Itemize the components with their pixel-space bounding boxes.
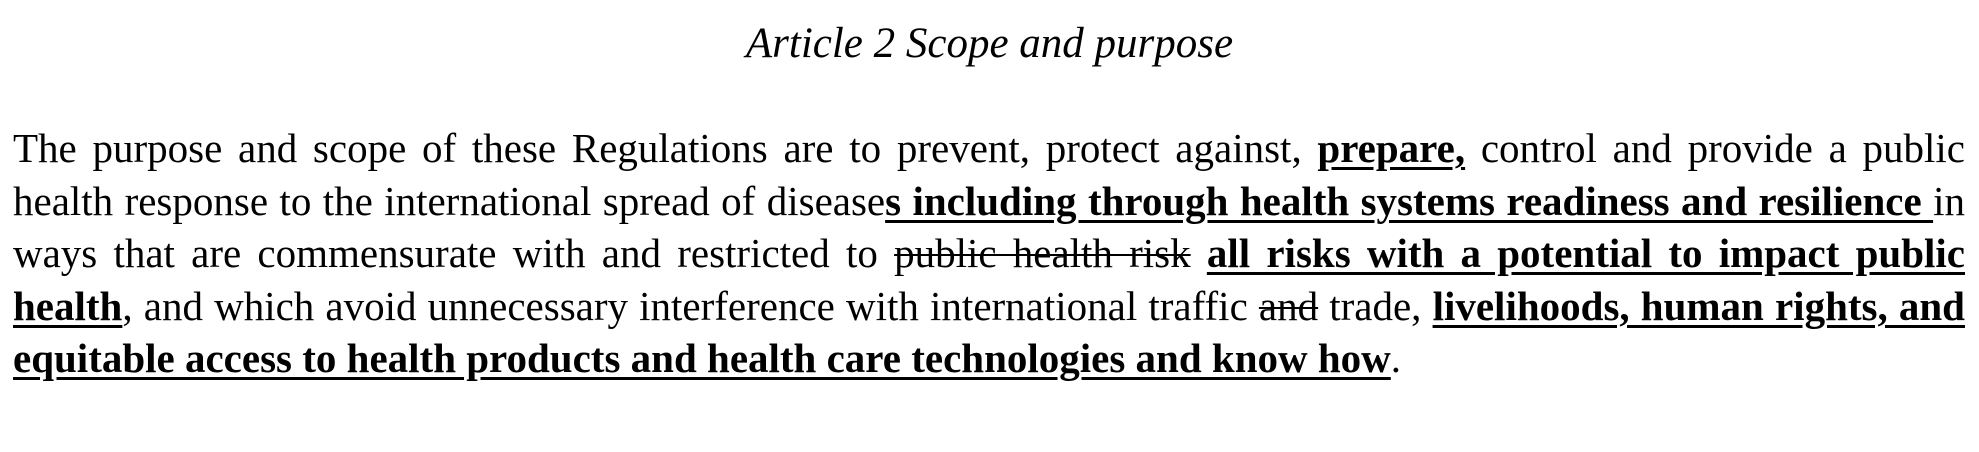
text-segment: in ways that are commensurate with and restricted to xyxy=(13,177,1965,276)
inserted-text: all risks with a potential to impact public health xyxy=(13,230,1965,329)
deleted-text: and xyxy=(1258,282,1319,329)
text-segment: . xyxy=(1390,335,1402,381)
text-segment: The purpose and scope of these Regulations are to prevent, protect against, xyxy=(13,125,1318,171)
article-heading: Article 2 Scope and purpose xyxy=(745,20,1234,67)
inserted-text: prepare, xyxy=(1317,125,1466,171)
text-segment: trade, xyxy=(1318,282,1433,329)
text-segment: , and which avoid unnecessary interference with international traffic xyxy=(122,282,1259,329)
text-segment xyxy=(1191,230,1207,276)
deleted-text: public health risk xyxy=(894,230,1191,276)
inserted-text: s including through health systems readiness and resilience xyxy=(885,177,1934,224)
inserted-text: livelihoods, human rights, and equitable access to health products and health care technologies and know how xyxy=(13,282,1965,381)
text-segment: control and provide a public health response to the international spread of disease xyxy=(13,125,1965,224)
article-paragraph xyxy=(13,122,1965,385)
